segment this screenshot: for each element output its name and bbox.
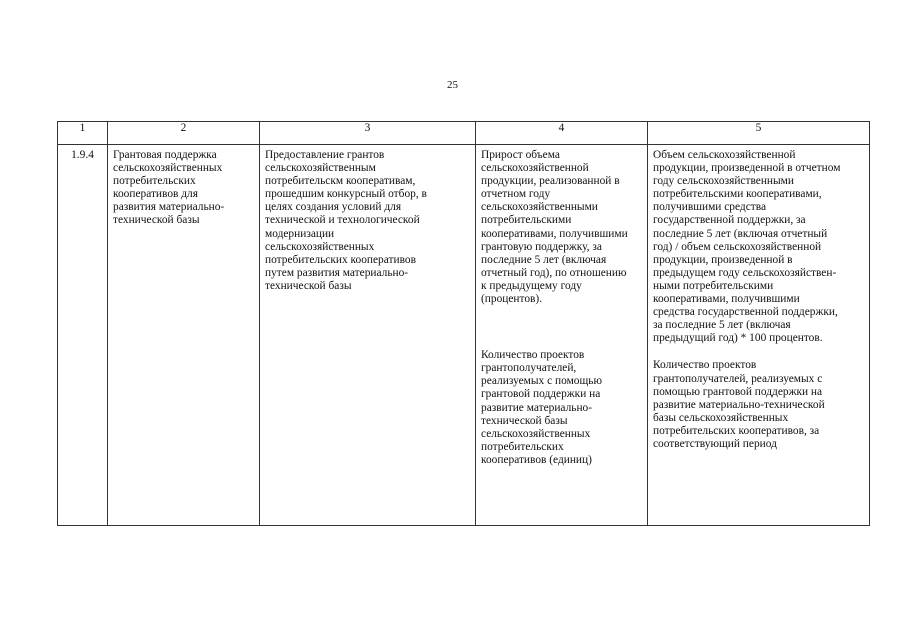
program-name-text	[113, 145, 254, 228]
text-line: продукции, произведенной в отчетном	[653, 162, 841, 175]
text-line: путем развития материально-	[265, 266, 409, 279]
text-line: продукции, произведенной в	[653, 253, 793, 266]
text-line: год) / объем сельскохозяйственной	[653, 240, 822, 253]
page-number: 25	[447, 79, 458, 91]
text-line: грантовую поддержку, за	[481, 240, 602, 253]
text-line: Объем сельскохозяйственной	[653, 149, 796, 161]
text-line: ными потребительскими	[653, 279, 774, 292]
text-line: сельскохозяйственной	[481, 162, 589, 175]
text-line: прошедшим конкурсный отбор, в	[265, 188, 427, 201]
text-line: сельскохозяйственными	[481, 201, 598, 214]
text-line: грантополучателей,	[481, 362, 577, 375]
text-line: за последние 5 лет (включая	[653, 319, 791, 332]
text-line: соответствующий период	[653, 437, 777, 450]
text-line: предыдущем году сельскохозяйствен-	[653, 266, 837, 279]
text-line: к предыдущему году	[481, 279, 582, 292]
text-line: потребительскими	[481, 214, 572, 227]
text-line: отчетный год), по отношению	[481, 266, 627, 279]
text-line: модернизации	[265, 227, 335, 240]
header-col-3: 3	[260, 122, 476, 145]
header-col-1: 1	[58, 122, 108, 145]
header-col-2: 2	[108, 122, 260, 145]
text-line: государственной поддержки, за	[653, 214, 806, 227]
text-line: потребительскими кооперативами,	[653, 188, 822, 201]
text-line: потребительских	[481, 440, 564, 453]
text-line: технической и технологической	[265, 214, 420, 227]
text-line: сельскохозяйственным	[265, 162, 376, 175]
text-line: Количество проектов	[653, 359, 757, 372]
header-col-5: 5	[648, 122, 870, 145]
row-number: 1.9.4	[58, 145, 108, 526]
indicator-cell	[476, 145, 648, 526]
text-line: базы сельскохозяйственных	[653, 411, 789, 424]
description-cell	[260, 145, 476, 526]
formula-projects-text	[653, 359, 864, 451]
text-line: году сельскохозяйственными	[653, 175, 794, 188]
text-line: потребительских кооперативов	[265, 253, 416, 266]
text-line: последние 5 лет (включая	[481, 253, 607, 266]
text-line: сельскохозяйственных	[481, 427, 591, 440]
text-line: технической базы	[265, 279, 352, 292]
text-line: помощью грантовой поддержки на	[653, 385, 823, 398]
text-line: сельскохозяйственных	[265, 240, 375, 253]
text-line: отчетном году	[481, 188, 551, 201]
header-col-4: 4	[476, 122, 648, 145]
indicator-table	[57, 121, 870, 526]
text-line: сельскохозяйственных	[113, 162, 223, 175]
text-line: предыдущий год) * 100 процентов.	[653, 332, 823, 345]
text-line: Предоставление грантов	[265, 149, 385, 161]
text-line: кооперативов (единиц)	[481, 453, 592, 466]
text-line: потребительскм кооперативам,	[265, 175, 416, 188]
header-row	[58, 122, 870, 145]
text-line: технической базы	[481, 414, 568, 427]
text-line: кооперативами, получившими	[653, 293, 800, 306]
text-line: целях создания условий для	[265, 201, 402, 214]
text-line: Количество проектов	[481, 349, 585, 362]
text-line: технической базы	[113, 214, 200, 227]
text-line: развитие материально-технической	[653, 398, 825, 411]
text-line: Прирост объема	[481, 149, 560, 161]
text-line: потребительских	[113, 175, 196, 188]
text-line: грантополучателей, реализуемых с	[653, 372, 823, 385]
formula-growth-text	[653, 145, 864, 345]
text-line: грантовой поддержки на	[481, 388, 601, 401]
description-text	[265, 145, 470, 293]
indicator-projects-text	[481, 349, 642, 467]
text-line: реализуемых с помощью	[481, 375, 602, 388]
text-line: развития материально-	[113, 201, 225, 214]
indicator-growth-text	[481, 145, 642, 306]
text-line: потребительских кооперативов, за	[653, 424, 820, 437]
formula-cell	[648, 145, 870, 526]
table-row	[58, 145, 870, 526]
text-line: средства государственной поддержки,	[653, 306, 838, 319]
text-line: кооперативами, получившими	[481, 227, 628, 240]
program-name-cell	[108, 145, 260, 526]
text-line: последние 5 лет (включая отчетный	[653, 227, 828, 240]
text-line: получившими средства	[653, 201, 767, 214]
text-line: продукции, реализованной в	[481, 175, 620, 188]
text-line: Грантовая поддержка	[113, 149, 217, 161]
text-line: (процентов).	[481, 293, 543, 306]
text-line: развитие материально-	[481, 401, 593, 414]
text-line: кооперативов для	[113, 188, 198, 201]
